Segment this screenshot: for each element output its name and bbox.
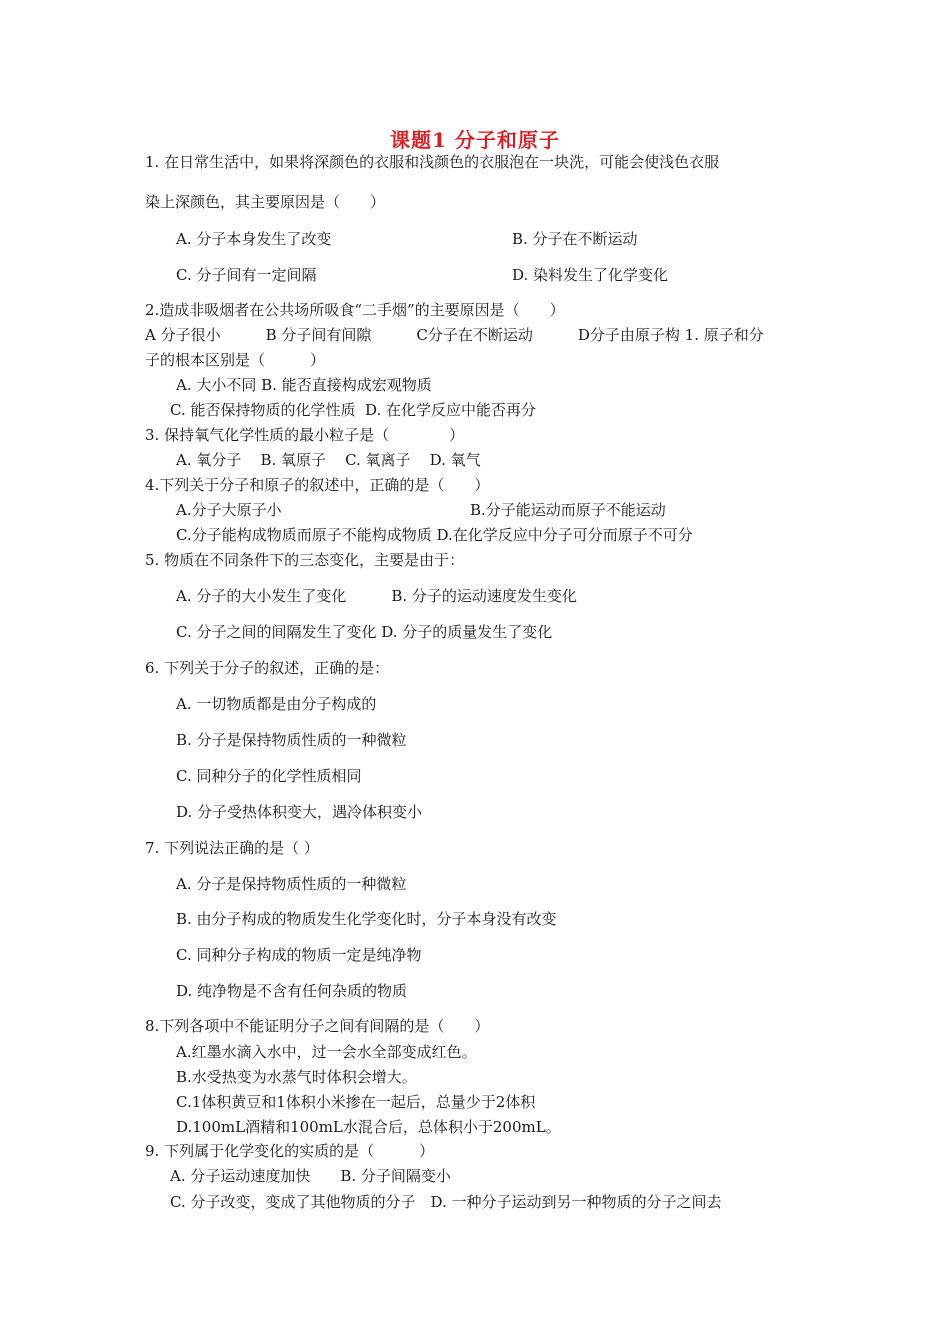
question-6-option-c: C. 同种分子的化学性质相同	[176, 767, 362, 785]
question-1-option-a: A. 分子本身发生了改变	[176, 230, 332, 248]
question-7-option-b: B. 由分子构成的物质发生化学变化时，分子本身没有改变	[176, 910, 557, 928]
question-5-stem: 5. 物质在不同条件下的三态变化，主要是由于：	[145, 551, 465, 569]
question-7-option-c: C. 同种分子构成的物质一定是纯净物	[176, 946, 422, 964]
question-2-option-row-1: A. 大小不同 B. 能否直接构成宏观物质	[176, 376, 432, 394]
question-6-option-a: A. 一切物质都是由分子构成的	[176, 695, 377, 713]
question-9-option-cd: C. 分子改变，变成了其他物质的分子 D. 一种分子运动到另一种物质的分子之间去	[170, 1193, 722, 1211]
question-9-stem: 9. 下列属于化学变化的实质的是（ ）	[145, 1142, 435, 1160]
question-8-option-d: D.100mL酒精和100mL水混合后，总体积小于200mL。	[176, 1118, 561, 1136]
question-2-options: A 分子很小 B 分子间有间隙 C分子在不断运动 D分子由原子构 1. 原子和分	[145, 326, 764, 344]
question-7-option-a: A. 分子是保持物质性质的一种微粒	[176, 875, 407, 893]
question-4-option-b: B.分子能运动而原子不能运动	[470, 501, 666, 519]
question-4-option-cd: C.分子能构成物质而原子不能构成物质 D.在化学反应中分子可分而原子不可分	[176, 526, 693, 544]
question-3-stem: 3. 保持氧气化学性质的最小粒子是（ ）	[145, 426, 465, 444]
question-8-option-c: C.1体积黄豆和1体积小米掺在一起后，总量少于2体积	[176, 1093, 536, 1111]
question-1-stem-cont: 染上深颜色，其主要原因是（ ）	[145, 193, 386, 211]
question-8-option-a: A.红墨水滴入水中，过一会水全部变成红色。	[176, 1043, 477, 1061]
question-5-option-ab: A. 分子的大小发生了变化 B. 分子的运动速度发生变化	[176, 587, 577, 605]
question-8-option-b: B.水受热变为水蒸气时体积会增大。	[176, 1068, 417, 1086]
page-title: 课题1 分子和原子	[390, 128, 560, 152]
question-6-option-b: B. 分子是保持物质性质的一种微粒	[176, 731, 407, 749]
question-1-option-d: D. 染料发生了化学变化	[512, 266, 669, 284]
question-9-option-ab: A. 分子运动速度加快 B. 分子间隔变小	[170, 1167, 451, 1185]
question-8-stem: 8.下列各项中不能证明分子之间有间隔的是（ ）	[145, 1017, 490, 1035]
question-7-stem: 7. 下列说法正确的是（ ）	[145, 839, 319, 857]
question-2-option-row-2: C. 能否保持物质的化学性质 D. 在化学反应中能否再分	[170, 401, 537, 419]
question-6-stem: 6. 下列关于分子的叙述，正确的是：	[145, 659, 390, 677]
question-2-stem: 2.造成非吸烟者在公共场所吸食“二手烟”的主要原因是（ ）	[145, 301, 565, 319]
question-4-option-a: A.分子大原子小	[176, 501, 282, 519]
question-4-stem: 4.下列关于分子和原子的叙述中，正确的是（ ）	[145, 476, 490, 494]
question-1-option-b: B. 分子在不断运动	[512, 230, 638, 248]
question-6-option-d: D. 分子受热体积变大，遇冷体积变小	[176, 803, 423, 821]
question-3-options: A. 氧分子 B. 氧原子 C. 氧离子 D. 氧气	[176, 451, 481, 469]
question-1-stem: 1. 在日常生活中，如果将深颜色的衣服和浅颜色的衣服泡在一块洗，可能会使浅色衣服	[145, 153, 720, 171]
question-1-option-c: C. 分子间有一定间隔	[176, 266, 317, 284]
question-7-option-d: D. 纯净物是不含有任何杂质的物质	[176, 982, 408, 1000]
question-2-stem-cont: 子的根本区别是（ ）	[145, 351, 326, 369]
question-5-option-cd: C. 分子之间的间隔发生了变化 D. 分子的质量发生了变化	[176, 623, 553, 641]
